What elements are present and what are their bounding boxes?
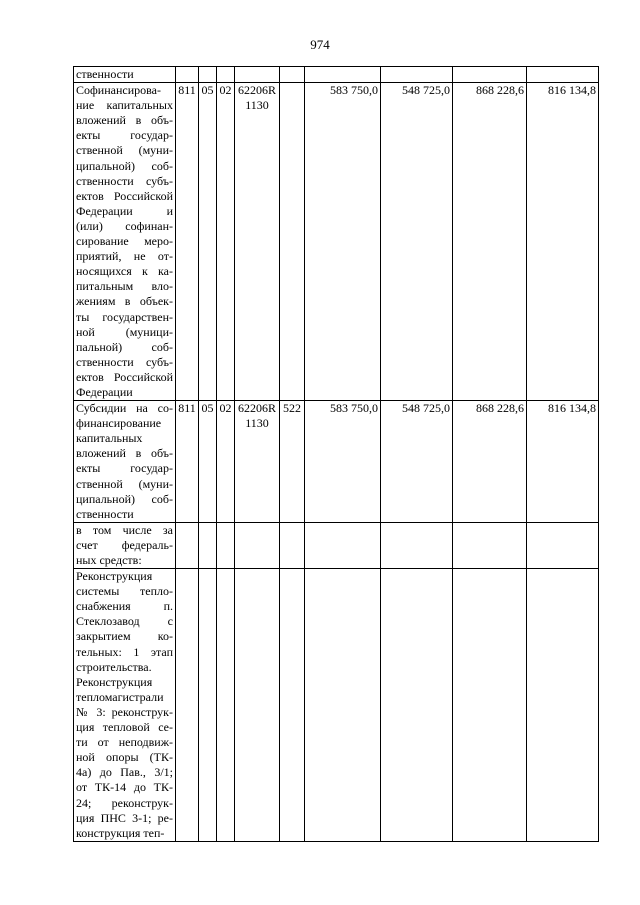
item-name-line: екты государ- (76, 461, 173, 476)
item-name-line: № 3: реконструк- (76, 704, 173, 719)
subsection-code-cell (217, 569, 235, 842)
amount-cell (453, 67, 527, 83)
item-name-line: Федерации и (76, 203, 173, 218)
item-name-line: строительства. (76, 659, 152, 674)
ministry-code-cell: 811 (176, 83, 199, 401)
item-name-line: ципальной) соб- (76, 491, 173, 506)
amount-cell: 548 725,0 (381, 83, 453, 401)
section-code-cell (199, 569, 217, 842)
item-name-line: Софинансирова- (76, 83, 161, 98)
amount-cell: 868 228,6 (453, 83, 527, 401)
amount-cell (305, 67, 381, 83)
target-article-cell: 62206R 1130 (235, 401, 280, 523)
expense-type-cell (280, 83, 305, 401)
target-article-cell (235, 569, 280, 842)
item-name-line: ти от неподвиж- (76, 735, 173, 750)
item-name-line: ной опоры (ТК- (76, 750, 173, 765)
item-name-line: приятий, не от- (76, 249, 173, 264)
item-name-line: екты государ- (76, 128, 173, 143)
item-name-line: ственности субъ- (76, 354, 173, 369)
table-row (74, 401, 599, 523)
item-name-line: Реконструкция (76, 674, 153, 689)
item-name-line: ние капитальных (76, 98, 173, 113)
page-number: 974 (310, 37, 330, 52)
item-name-line: ция тепловой се- (76, 720, 173, 735)
amount-cell: 816 134,8 (527, 83, 599, 401)
item-name-line: ектов Российской (76, 369, 173, 384)
item-name-line: 4а) до Пав., 3/1; (76, 765, 173, 780)
item-name-line: Федерации (76, 384, 133, 399)
item-name-line: Субсидии на со- (76, 401, 173, 416)
amount-cell: 583 750,0 (305, 83, 381, 401)
table-row (74, 83, 599, 401)
item-name-line: снабжения п. (76, 599, 173, 614)
item-name-line: ной (муници- (76, 324, 173, 339)
item-name-line: Стеклозавод с (76, 614, 173, 629)
amount-cell (527, 569, 599, 842)
item-name-line: счет федераль- (76, 537, 173, 552)
ministry-code-cell (176, 569, 199, 842)
item-name-line: системы тепло- (76, 584, 173, 599)
amount-cell (305, 569, 381, 842)
item-name-cell (74, 67, 176, 83)
item-name-line: сирование меро- (76, 234, 173, 249)
amount-cell (381, 522, 453, 568)
item-name-cell (74, 522, 176, 568)
subsection-code-cell: 02 (217, 83, 235, 401)
amount-cell (381, 67, 453, 83)
subsection-code-cell (217, 67, 235, 83)
amount-cell: 583 750,0 (305, 401, 381, 523)
expense-type-cell (280, 522, 305, 568)
section-code-cell (199, 522, 217, 568)
item-name-line: в том числе за (76, 522, 173, 537)
item-name-cell (74, 401, 176, 523)
item-name-line: тепломагистрали (76, 689, 164, 704)
amount-cell: 548 725,0 (381, 401, 453, 523)
item-name-line: ципальной) соб- (76, 158, 173, 173)
target-article-cell: 62206R 1130 (235, 83, 280, 401)
ministry-code-cell (176, 522, 199, 568)
item-name-line: питальным вло- (76, 279, 173, 294)
item-name-line: финансирование (76, 416, 162, 431)
section-code-cell (199, 67, 217, 83)
item-name-line: пальной) соб- (76, 339, 173, 354)
item-name-line: вложений в объ- (76, 113, 173, 128)
amount-cell (381, 569, 453, 842)
item-name-line: ственности (76, 506, 134, 521)
item-name-line: ственной (муни- (76, 476, 173, 491)
expense-type-cell (280, 67, 305, 83)
target-article-cell (235, 522, 280, 568)
amount-cell (527, 67, 599, 83)
item-name-line: тельных: 1 этап (76, 644, 173, 659)
item-name-line: капитальных (76, 431, 143, 446)
amount-cell (305, 522, 381, 568)
item-name-line: ных средств: (76, 553, 142, 567)
budget-table (73, 66, 599, 842)
subsection-code-cell: 02 (217, 401, 235, 523)
item-name-line: (или) софинан- (76, 218, 173, 233)
item-name-line: ственности субъ- (76, 173, 173, 188)
table-row (74, 522, 599, 568)
expense-type-cell: 522 (280, 401, 305, 523)
item-name-line: ственной (муни- (76, 143, 173, 158)
amount-cell: 816 134,8 (527, 401, 599, 523)
item-name-line: ты государствен- (76, 309, 173, 324)
item-name-line: носящихся к ка- (76, 264, 173, 279)
item-name-line: закрытием ко- (76, 629, 173, 644)
expense-type-cell (280, 569, 305, 842)
section-code-cell: 05 (199, 83, 217, 401)
item-name-line: вложений в объ- (76, 446, 173, 461)
item-name-line: Реконструкция (76, 569, 153, 584)
item-name-line: от ТК-14 до ТК- (76, 780, 173, 795)
item-name-cell (74, 83, 176, 401)
target-article-cell (235, 67, 280, 83)
amount-cell (527, 522, 599, 568)
item-name-line: конструкция теп- (76, 825, 165, 840)
section-code-cell: 05 (199, 401, 217, 523)
ministry-code-cell: 811 (176, 401, 199, 523)
item-name-line: жениям в объек- (76, 294, 173, 309)
item-name-line: ственности (76, 67, 134, 81)
item-name-line: ектов Российской (76, 188, 173, 203)
ministry-code-cell (176, 67, 199, 83)
item-name-line: ция ПНС 3-1; ре- (76, 810, 173, 825)
table-row (74, 67, 599, 83)
amount-cell (453, 522, 527, 568)
amount-cell (453, 569, 527, 842)
amount-cell: 868 228,6 (453, 401, 527, 523)
subsection-code-cell (217, 522, 235, 568)
table-row (74, 569, 599, 842)
item-name-cell (74, 569, 176, 842)
item-name-line: 24; реконструк- (76, 795, 173, 810)
